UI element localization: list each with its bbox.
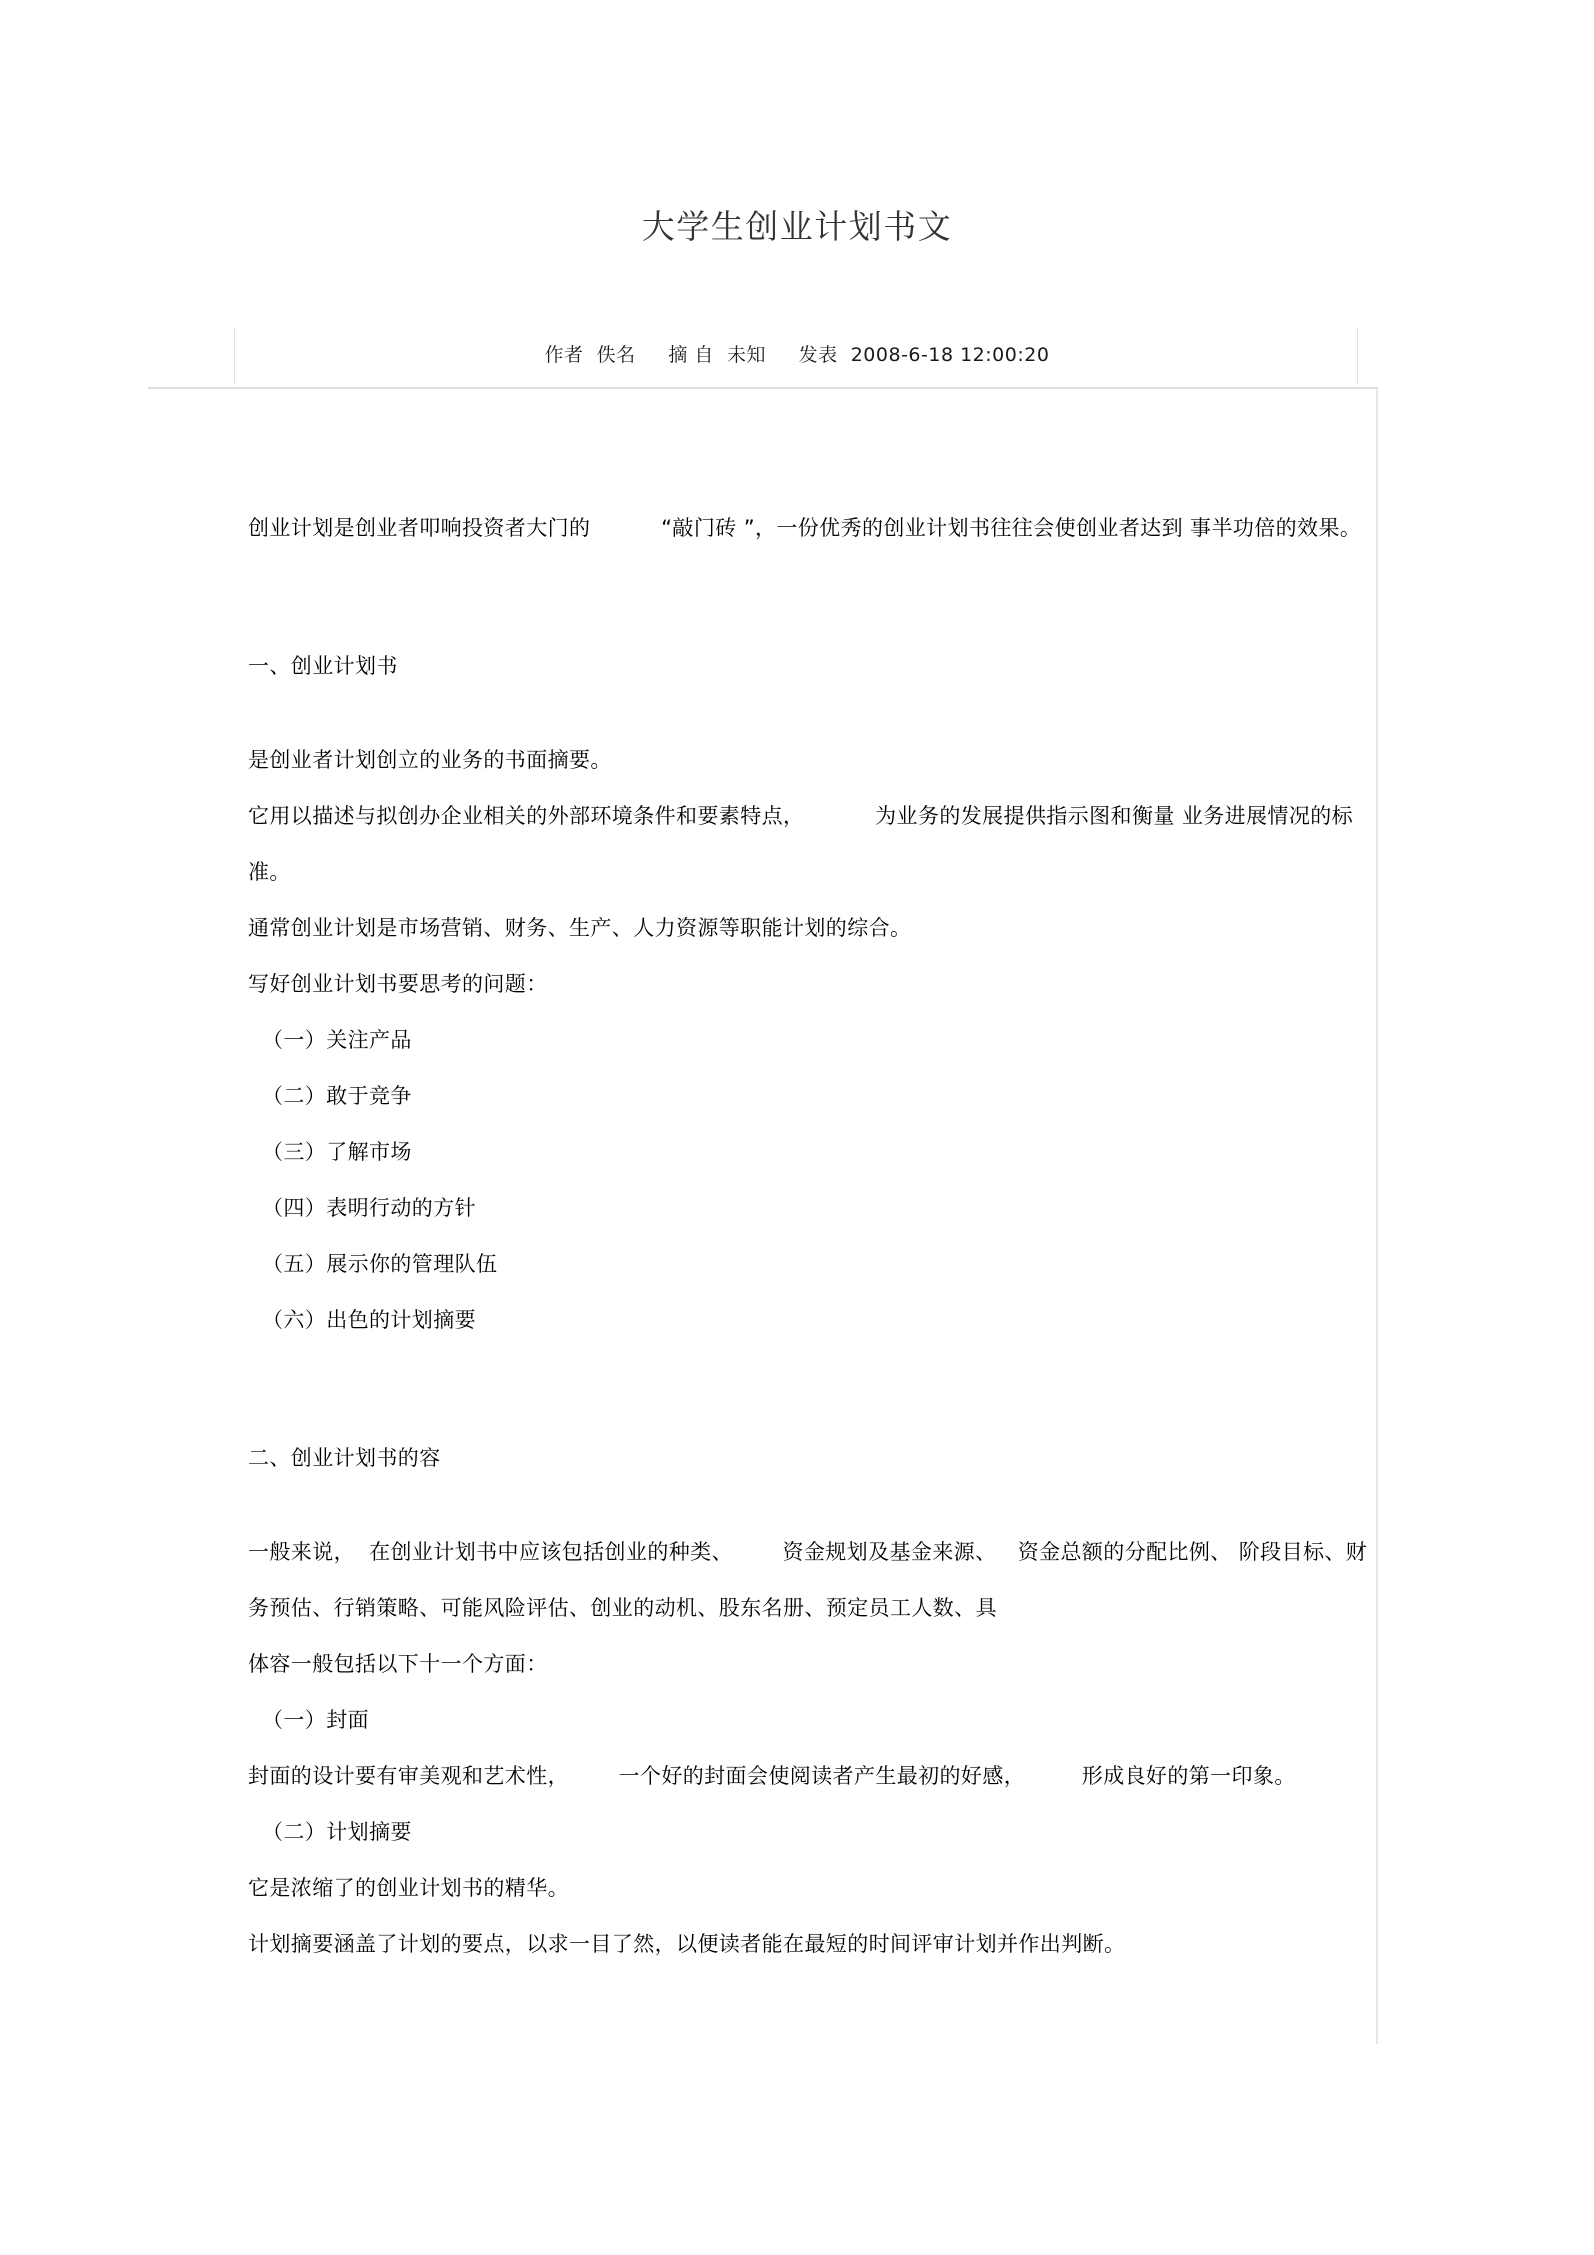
list-item: （四）表明行动的方针 bbox=[262, 1196, 476, 1220]
paragraph-summary-text-1: 它是浓缩了的创业计划书的精华。 bbox=[248, 1876, 569, 1900]
list-item: （六）出色的计划摘要 bbox=[262, 1308, 476, 1332]
section-heading-1: 一、创业计划书 bbox=[248, 654, 398, 678]
subsection-heading-cover: （一）封面 bbox=[262, 1708, 369, 1732]
subsection-heading-summary: （二）计划摘要 bbox=[262, 1820, 412, 1844]
document-body bbox=[248, 500, 1378, 1972]
list-item: （一）关注产品 bbox=[262, 1028, 412, 1052]
list-item: （二）敢于竞争 bbox=[262, 1084, 412, 1108]
paragraph-s1-p1: 是创业者计划创立的业务的书面摘要。 bbox=[248, 748, 612, 772]
paragraph-s1-p3: 通常创业计划是市场营销、财务、生产、人力资源等职能计划的综合。 bbox=[248, 916, 912, 940]
paragraph-s2-p1: 一般来说， 在创业计划书中应该包括创业的种类、 资金规划及基金来源、 资金总额的分配比例、 阶段目标、财务预估、行销策略、可能风险评估、创业的动机、股东名册、预定员工人数、具 bbox=[248, 1540, 1368, 1620]
paragraph-cover-text: 封面的设计要有审美观和艺术性， 一个好的封面会使阅读者产生最初的好感， 形成良好的第一印象。 bbox=[248, 1764, 1296, 1788]
paragraph-s1-p2: 它用以描述与拟创办企业相关的外部环境条件和要素特点， 为业务的发展提供指示图和衡量 业务进展情况的标准。 bbox=[248, 804, 1354, 884]
list-item: （三）了解市场 bbox=[262, 1140, 412, 1164]
section-heading-2: 二、创业计划书的容 bbox=[248, 1446, 441, 1470]
document-meta-line: 作者 佚名 摘 自 未知 发表 2008-6-18 12:00:20 bbox=[544, 344, 1050, 366]
paragraph-intro: 创业计划是创业者叩响投资者大门的 “敲门砖 ”，一份优秀的创业计划书往往会使创业者达到 事半功倍的效果。 bbox=[248, 516, 1362, 540]
document-meta-box bbox=[234, 328, 1358, 384]
paragraph-s2-p2: 体容一般包括以下十一个方面： bbox=[248, 1652, 548, 1676]
paragraph-s1-p4: 写好创业计划书要思考的问题： bbox=[248, 972, 548, 996]
paragraph-summary-text-2: 计划摘要涵盖了计划的要点，以求一目了然，以便读者能在最短的时间评审计划并作出判断。 bbox=[248, 1932, 1126, 1956]
list-item: （五）展示你的管理队伍 bbox=[262, 1252, 498, 1276]
page-title: 大学生创业计划书文 bbox=[641, 207, 953, 246]
